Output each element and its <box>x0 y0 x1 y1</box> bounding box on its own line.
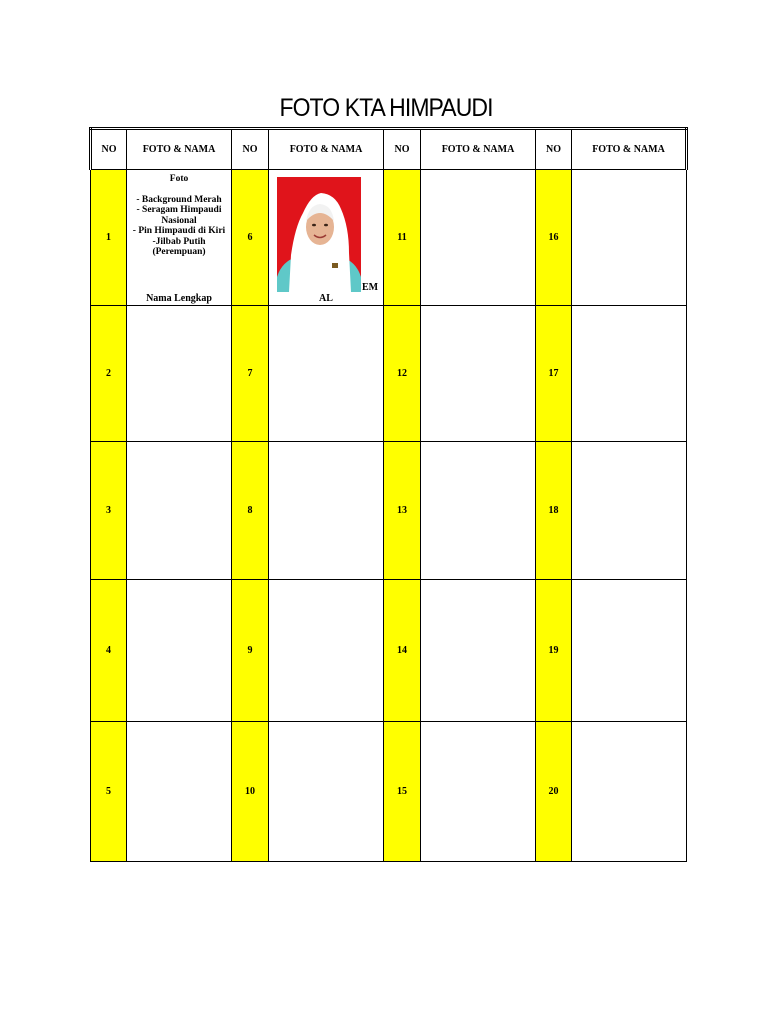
photo-name-cell <box>269 306 384 442</box>
photo-name-cell <box>127 442 232 580</box>
instruction-line: Nasional <box>161 215 197 226</box>
header-no: NO <box>384 129 421 170</box>
photo-name-cell <box>572 580 687 722</box>
row-number: 5 <box>91 722 127 862</box>
row-number: 1 <box>91 170 127 306</box>
photo-name-cell <box>572 170 687 306</box>
table-row <box>91 722 687 862</box>
row-number: 16 <box>536 170 572 306</box>
photo-grid-table <box>89 127 688 862</box>
photo-name-cell <box>127 722 232 862</box>
portrait-photo-icon <box>277 177 361 292</box>
row-number: 13 <box>384 442 421 580</box>
instruction-line: -Jilbab Putih <box>152 236 206 247</box>
instruction-line: - Background Merah <box>136 194 222 205</box>
photo-name-cell <box>127 306 232 442</box>
photo-name-cell <box>572 442 687 580</box>
header-no: NO <box>232 129 269 170</box>
photo-name-cell <box>421 580 536 722</box>
photo-name-cell <box>572 722 687 862</box>
photo-caption-part1: EM <box>362 282 379 293</box>
photo-name-cell <box>572 306 687 442</box>
instruction-line: - Pin Himpaudi di Kiri <box>132 226 226 236</box>
row-number: 11 <box>384 170 421 306</box>
header-foto-nama: FOTO & NAMA <box>127 129 232 170</box>
header-no: NO <box>536 129 572 170</box>
row-number: 12 <box>384 306 421 442</box>
table-row <box>91 442 687 580</box>
photo-name-cell <box>421 170 536 306</box>
instruction-line: - Seragam Himpaudi <box>136 205 222 215</box>
himpaudi-pin <box>332 263 338 268</box>
header-no: NO <box>91 129 127 170</box>
photo-name-cell <box>127 580 232 722</box>
row-number: 7 <box>232 306 269 442</box>
row-number: 8 <box>232 442 269 580</box>
table-row <box>91 306 687 442</box>
row-number: 10 <box>232 722 269 862</box>
table-row <box>91 580 687 722</box>
row-number: 9 <box>232 580 269 722</box>
row-number: 17 <box>536 306 572 442</box>
header-row <box>91 129 687 170</box>
row-number: 2 <box>91 306 127 442</box>
full-name-label: Nama Lengkap <box>146 293 212 304</box>
row-number: 14 <box>384 580 421 722</box>
photo-instructions <box>127 174 231 258</box>
row-number: 4 <box>91 580 127 722</box>
instruction-line: (Perempuan) <box>152 247 206 257</box>
row-number: 15 <box>384 722 421 862</box>
page-title: FOTO KTA HIMPAUDI <box>279 94 493 122</box>
instruction-line <box>127 185 231 195</box>
row-number: 18 <box>536 442 572 580</box>
table-row <box>91 170 687 306</box>
header-foto-nama: FOTO & NAMA <box>269 129 384 170</box>
left-eye <box>312 224 316 227</box>
instruction-line: Foto <box>169 174 189 184</box>
photo-name-cell <box>421 306 536 442</box>
photo-name-cell <box>269 722 384 862</box>
row-number: 6 <box>232 170 269 306</box>
header-foto-nama: FOTO & NAMA <box>572 129 687 170</box>
photo-name-cell-sample <box>269 170 384 306</box>
photo-caption-part2: AL <box>319 293 333 304</box>
row-number: 20 <box>536 722 572 862</box>
photo-name-cell <box>421 722 536 862</box>
row-number: 19 <box>536 580 572 722</box>
row-number: 3 <box>91 442 127 580</box>
sample-photo <box>277 177 361 292</box>
photo-name-cell <box>269 580 384 722</box>
photo-name-cell <box>421 442 536 580</box>
photo-name-cell <box>269 442 384 580</box>
right-eye <box>324 224 328 227</box>
header-foto-nama: FOTO & NAMA <box>421 129 536 170</box>
photo-name-cell-instructions <box>127 170 232 306</box>
